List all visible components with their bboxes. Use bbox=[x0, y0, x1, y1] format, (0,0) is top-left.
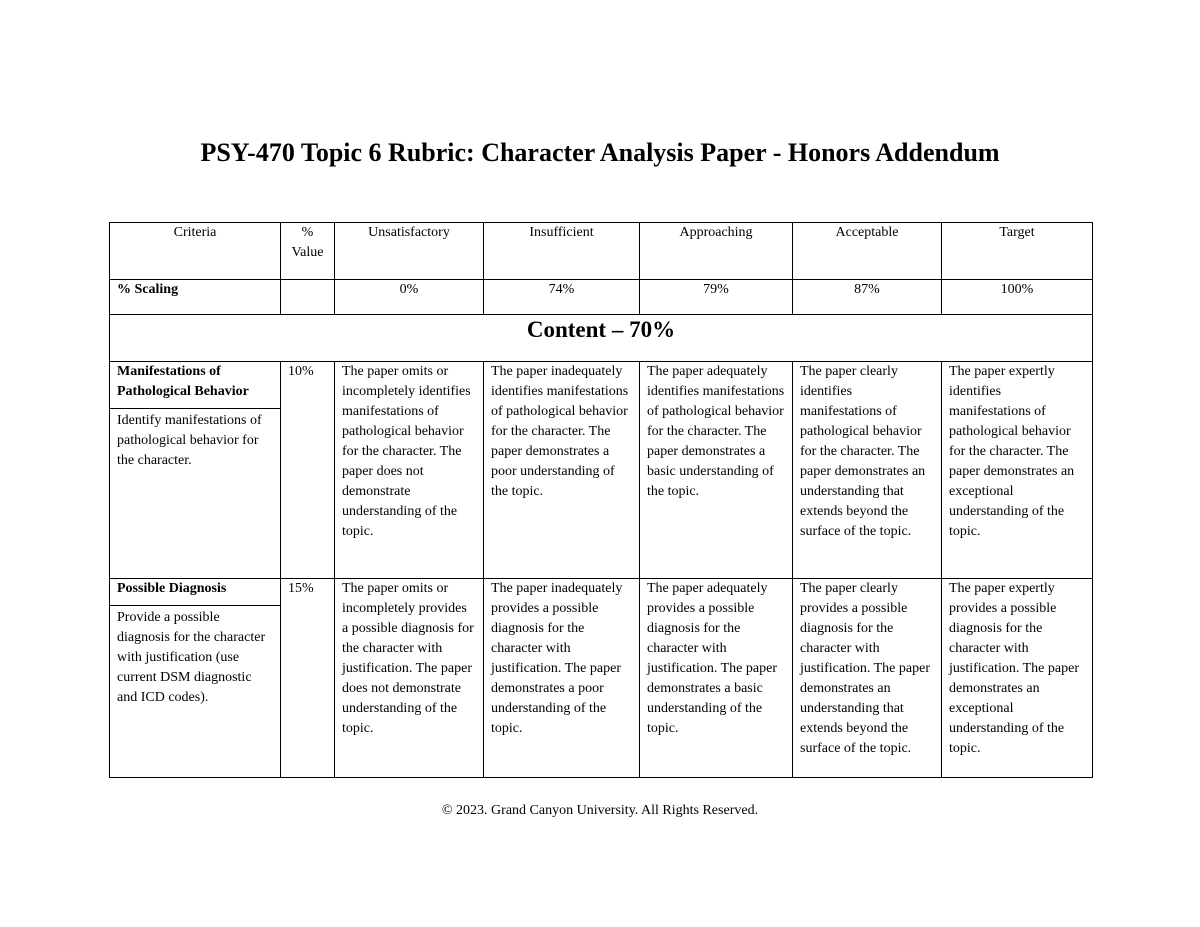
header-level: Acceptable bbox=[793, 223, 942, 280]
criterion-value: 15% bbox=[281, 579, 335, 778]
level-description: The paper inadequately identifies manifestations of pathological behavior for the character. The paper demonstrates a poor understanding of the topic. bbox=[484, 362, 640, 579]
header-criteria: Criteria bbox=[110, 223, 281, 280]
page-title: PSY-470 Topic 6 Rubric: Character Analysis Paper - Honors Addendum bbox=[200, 138, 1000, 167]
header-level: Unsatisfactory bbox=[335, 223, 484, 280]
level-description: The paper inadequately provides a possible diagnosis for the character with justification. The paper demonstrates a poor understanding of the topic. bbox=[484, 579, 640, 778]
section-row bbox=[110, 315, 1093, 362]
section-heading: Content – 70% bbox=[110, 315, 1093, 362]
header-row bbox=[110, 223, 1093, 280]
rubric-table bbox=[109, 222, 1093, 778]
criterion-description: Provide a possible diagnosis for the character with justification (use current DSM diagnostic and ICD codes). bbox=[110, 605, 280, 708]
criterion-row bbox=[110, 579, 1093, 778]
scaling-value: 0% bbox=[335, 280, 484, 315]
criterion-cell bbox=[110, 362, 281, 579]
level-description: The paper expertly identifies manifestations of pathological behavior for the character. The paper demonstrates an exceptional understanding of the topic. bbox=[942, 362, 1093, 579]
criterion-description: Identify manifestations of pathological behavior for the character. bbox=[110, 408, 280, 471]
level-description: The paper clearly provides a possible diagnosis for the character with justification. The paper demonstrates an understanding that extends beyond the surface of the topic. bbox=[793, 579, 942, 778]
level-description: The paper adequately provides a possible diagnosis for the character with justification. The paper demonstrates a basic understanding of the topic. bbox=[640, 579, 793, 778]
header-value-pct: % bbox=[301, 225, 314, 240]
criterion-value: 10% bbox=[281, 362, 335, 579]
header-value-word: Value bbox=[291, 245, 324, 260]
level-description: The paper expertly provides a possible diagnosis for the character with justification. The paper demonstrates an exceptional understanding of the topic. bbox=[942, 579, 1093, 778]
criterion-cell bbox=[110, 579, 281, 778]
criterion-title: Manifestations of Pathological Behavior bbox=[117, 364, 249, 399]
level-description: The paper clearly identifies manifestations of pathological behavior for the character. The paper demonstrates an understanding that extends beyond the surface of the topic. bbox=[793, 362, 942, 579]
scaling-label: % Scaling bbox=[110, 280, 281, 315]
level-description: The paper adequately identifies manifestations of pathological behavior for the character. The paper demonstrates a basic understanding of the topic. bbox=[640, 362, 793, 579]
header-level: Insufficient bbox=[484, 223, 640, 280]
level-description: The paper omits or incompletely provides a possible diagnosis for the character with justification. The paper does not demonstrate understanding of the topic. bbox=[335, 579, 484, 778]
copyright-footer: © 2023. Grand Canyon University. All Rights Reserved. bbox=[441, 803, 759, 818]
scaling-value-empty bbox=[281, 280, 335, 315]
scaling-value: 79% bbox=[640, 280, 793, 315]
scaling-value: 87% bbox=[793, 280, 942, 315]
header-level: Approaching bbox=[640, 223, 793, 280]
criterion-title: Possible Diagnosis bbox=[117, 581, 227, 596]
scaling-row bbox=[110, 280, 1093, 315]
scaling-value: 74% bbox=[484, 280, 640, 315]
header-value bbox=[281, 223, 335, 280]
criterion-row bbox=[110, 362, 1093, 579]
header-level: Target bbox=[942, 223, 1093, 280]
scaling-value: 100% bbox=[942, 280, 1093, 315]
level-description: The paper omits or incompletely identifies manifestations of pathological behavior for the character. The paper does not demonstrate understanding of the topic. bbox=[335, 362, 484, 579]
